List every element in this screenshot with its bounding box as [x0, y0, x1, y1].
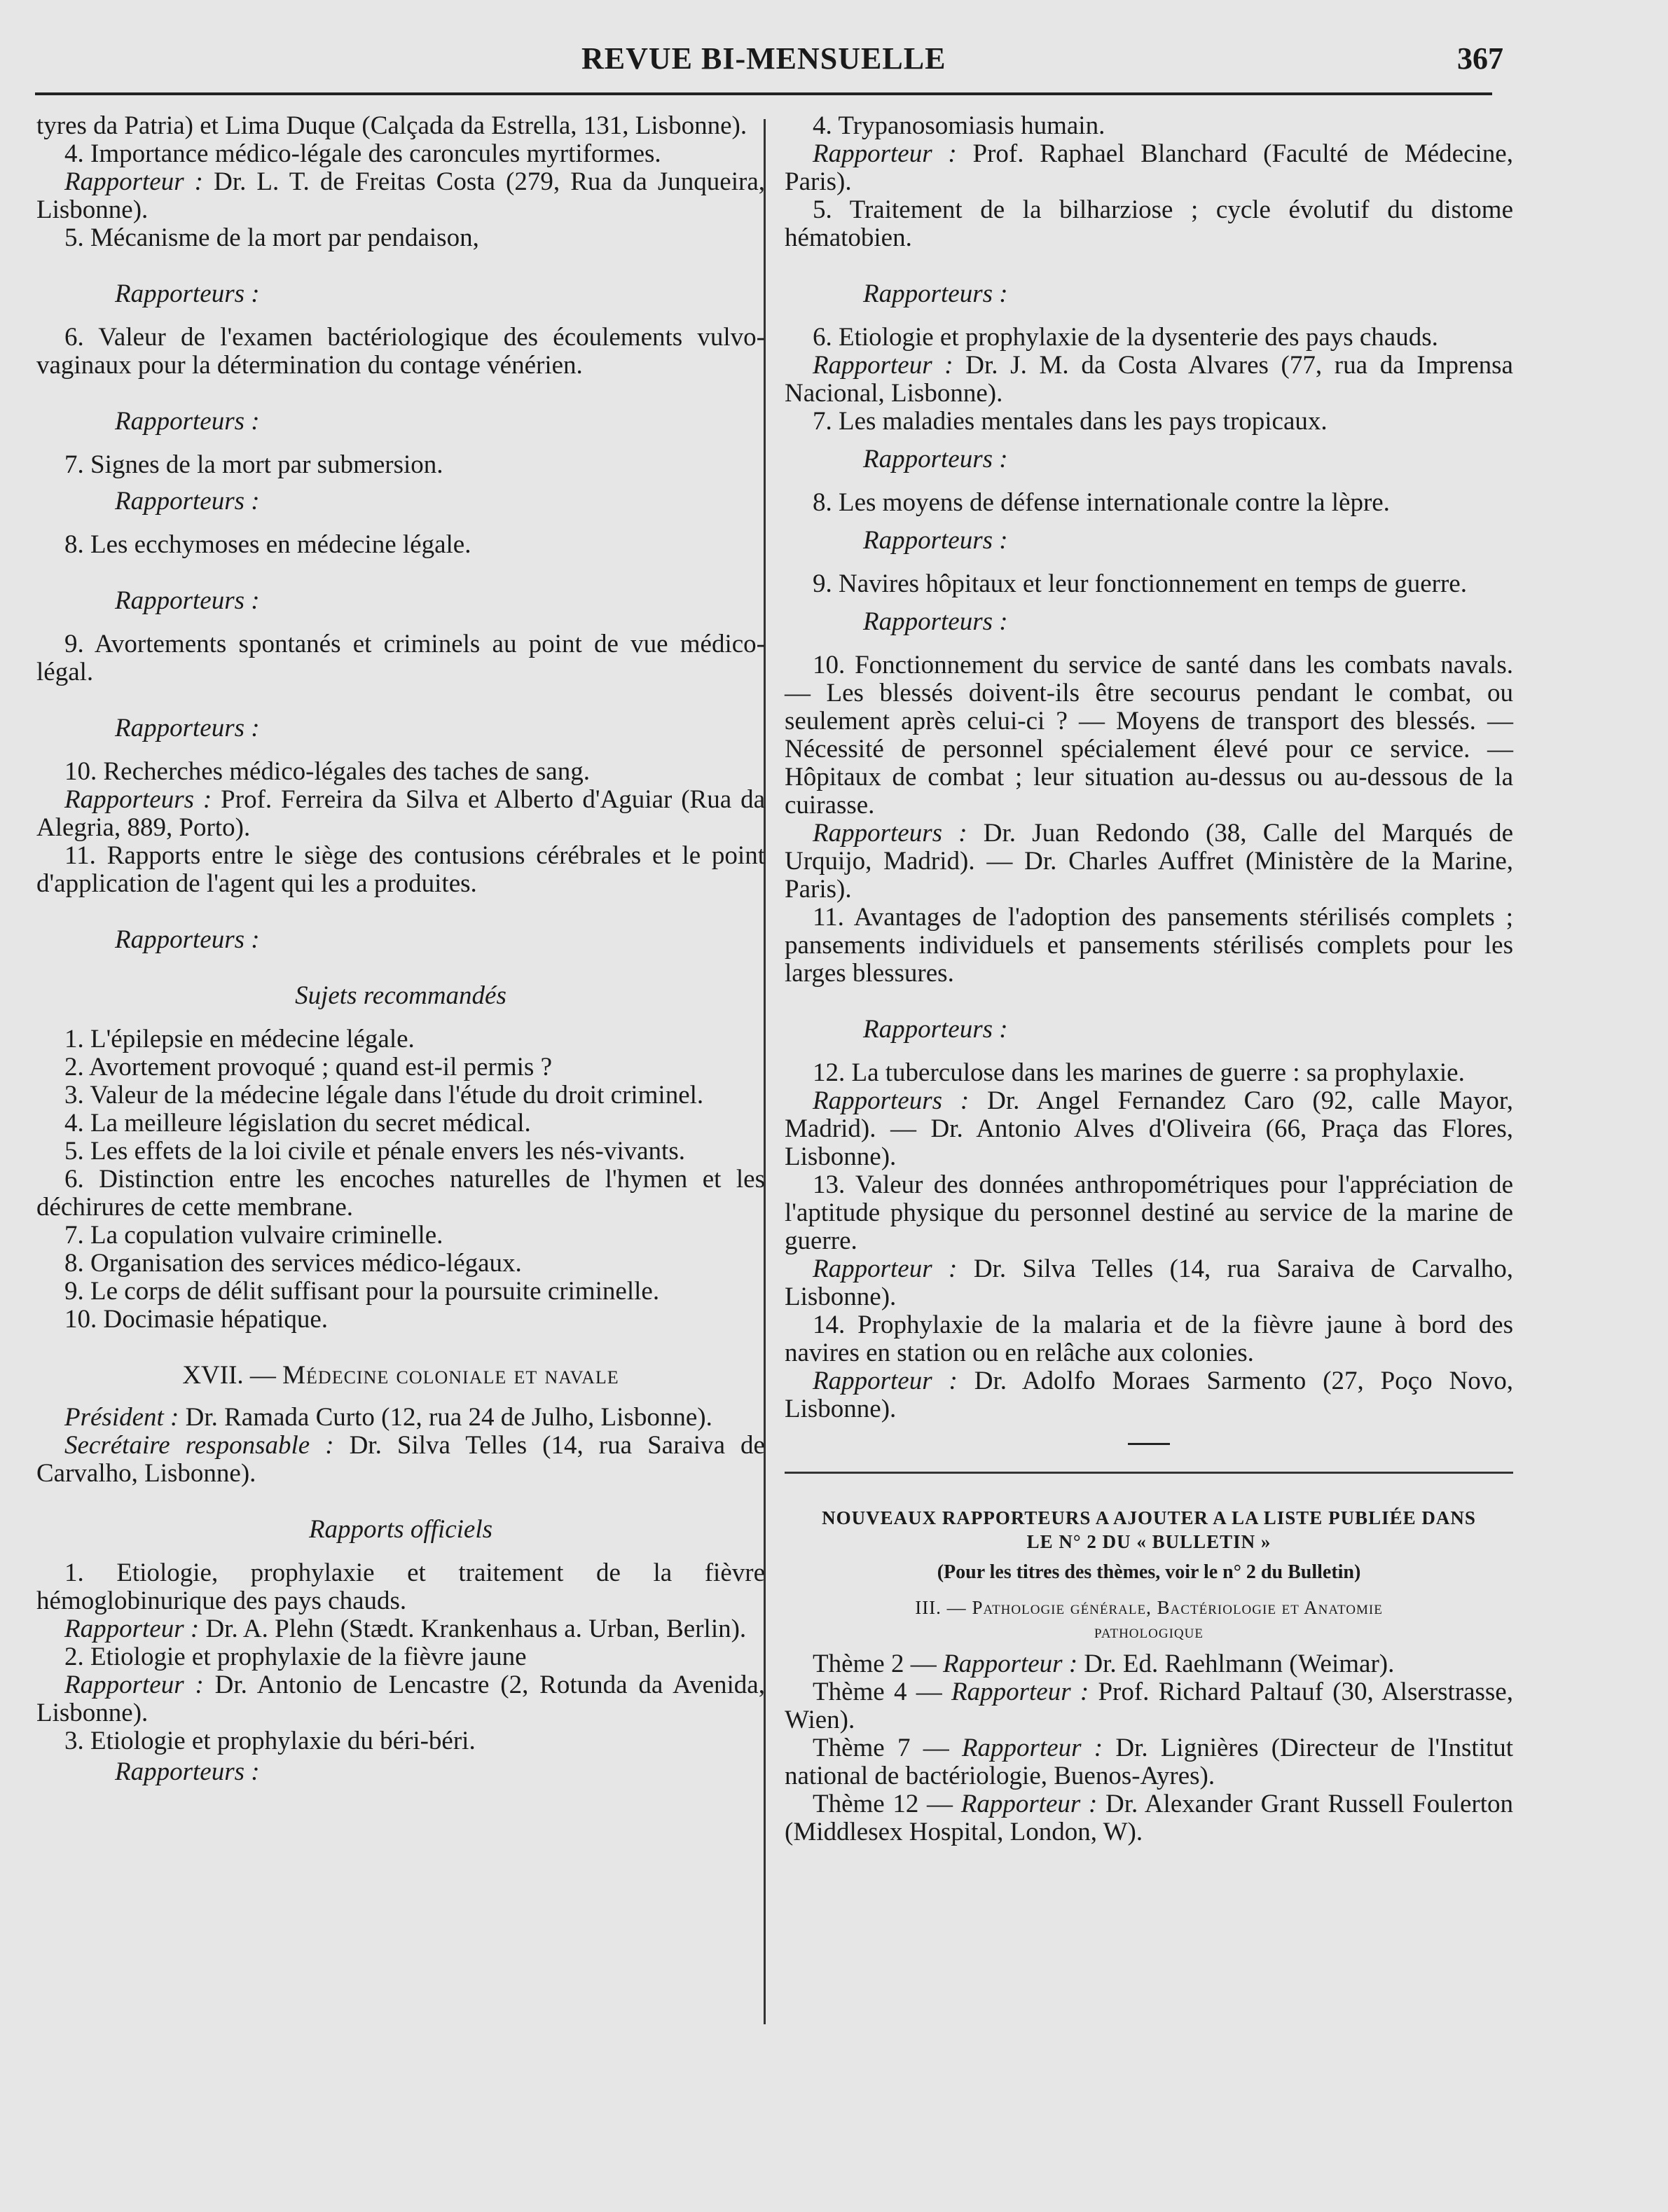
section-name-cont: pathologique: [1094, 1621, 1204, 1642]
rapporteur-line: [36, 1615, 765, 1643]
notice-note: (Pour les titres des thèmes, voir le n° 2 du Bulletin): [937, 1561, 1361, 1583]
text: Prof. Richard Paltauf (30, Alserstrasse, Wien).: [785, 1678, 1513, 1734]
list-item: 8. Organisation des services médico-légaux.: [64, 1249, 522, 1278]
item-7: 7. Les maladies mentales dans les pays tropicaux.: [813, 407, 1328, 436]
notice-heading: [785, 1506, 1513, 1584]
rapporteurs-label: Rapporteurs :: [115, 279, 260, 308]
text: Dr. Antonio de Lencastre (2, Rotunda da Avenida, Lisbonne).: [36, 1671, 765, 1727]
label: Rapporteurs :: [64, 785, 212, 814]
rapporteur-line: [785, 1087, 1513, 1171]
item-4: 4. Importance médico-légale des caroncules myrtiformes.: [64, 139, 661, 168]
list-item: 2. Avortement provoqué ; quand est-il permis ?: [64, 1053, 552, 1081]
rapporteurs-label: Rapporteurs :: [115, 714, 260, 742]
report-item: 3. Etiologie et prophylaxie du béri-béri.: [64, 1727, 476, 1755]
rapporteur-line: [785, 820, 1513, 904]
label: Rapporteur :: [64, 167, 204, 196]
text: Prof. Raphael Blanchard (Faculté de Médecine, Paris).: [785, 139, 1513, 196]
theme-line: [785, 1650, 1513, 1678]
rapporteur-line: [36, 786, 765, 842]
text: Prof. Ferreira da Silva et Alberto d'Aguiar (Rua da Alegria, 889, Porto).: [36, 785, 765, 842]
rapporteurs-label: Rapporteurs :: [863, 526, 1008, 555]
section-heading: [36, 1362, 765, 1390]
label: Rapporteurs :: [813, 819, 967, 848]
text: Dr. Silva Telles (14, rua Saraiva de Carvalho, Lisbonne).: [36, 1431, 765, 1488]
president-line: [36, 1404, 765, 1432]
item-11: 11. Rapports entre le siège des contusions cérébrales et le point d'application de l'agent qui les a produites.: [36, 841, 765, 898]
rapporteurs-label: Rapporteurs :: [115, 925, 260, 954]
label: Rapporteurs :: [813, 1086, 970, 1115]
label: Secrétaire responsable :: [64, 1431, 334, 1460]
rapporteurs-label: Rapporteurs :: [115, 407, 260, 436]
item-9: 9. Avortements spontanés et criminels au point de vue médico-légal.: [36, 630, 765, 686]
report-item: 1. Etiologie, prophylaxie et traitement de la fièvre hémoglobinurique des pays chauds.: [36, 1558, 765, 1615]
theme: Thème 7 —: [813, 1734, 962, 1762]
label: Rapporteur :: [64, 1615, 200, 1643]
list-item: 1. L'épilepsie en médecine légale.: [64, 1025, 415, 1053]
section-subtitle: Sujets recommandés: [295, 981, 506, 1010]
item-5: 5. Traitement de la bilharziose ; cycle évolutif du distome hématobien.: [785, 195, 1513, 252]
label: Rapporteur :: [813, 351, 953, 380]
text: Dr. L. T. de Freitas Costa (279, Rua da Junqueira, Lisbonne).: [36, 167, 765, 224]
text: Dr. Lignières (Directeur de l'Institut national de bactériologie, Buenos-Ayres).: [785, 1734, 1513, 1790]
list-item: 7. La copulation vulvaire criminelle.: [64, 1221, 443, 1250]
label: Rapporteur :: [942, 1650, 1078, 1678]
theme-line: [785, 1678, 1513, 1734]
label: Rapporteur :: [951, 1678, 1089, 1706]
text: Dr. Ramada Curto (12, rua 24 de Julho, Lisbonne).: [179, 1403, 712, 1432]
left-column: [36, 112, 765, 1802]
separator: [1128, 1443, 1170, 1445]
notice-line: LE N° 2 DU « BULLETIN »: [1026, 1531, 1271, 1552]
rapporteur-line: [36, 1671, 765, 1727]
item-6: 6. Valeur de l'examen bactériologique des écoulements vulvo-vaginaux pour la détermination du contage vénérien.: [36, 323, 765, 380]
rapporteur-line: [36, 168, 765, 224]
item-5: 5. Mécanisme de la mort par pendaison,: [64, 223, 479, 252]
section-number: III. —: [915, 1597, 972, 1618]
theme-line: [785, 1734, 1513, 1790]
text: Dr. Silva Telles (14, rua Saraiva de Carvalho, Lisbonne).: [785, 1254, 1513, 1311]
label: Président :: [64, 1403, 179, 1432]
journal-title: REVUE BI-MENSUELLE: [581, 41, 946, 76]
rapporteur-line: [785, 1255, 1513, 1311]
rapporteurs-label: Rapporteurs :: [115, 487, 260, 516]
rapporteurs-label: Rapporteurs :: [863, 445, 1008, 473]
paragraph: tyres da Patria) et Lima Duque (Calçada da Estrella, 131, Lisbonne).: [36, 111, 747, 140]
item-7: 7. Signes de la mort par submersion.: [64, 450, 443, 479]
notice-rule: [785, 1472, 1513, 1474]
page-number: 367: [1457, 41, 1503, 76]
list-item: 10. Docimasie hépatique.: [64, 1305, 329, 1334]
section-number: XVII. —: [182, 1361, 283, 1390]
label: Rapporteur :: [960, 1790, 1098, 1818]
section-heading: [785, 1596, 1513, 1643]
item-10: 10. Recherches médico-légales des taches de sang.: [64, 757, 590, 786]
rapporteurs-label: Rapporteurs :: [863, 1015, 1008, 1044]
item-11: 11. Avantages de l'adoption des pansements stérilisés complets ; pansements individuels et pansements stérilisés complets pour les larges blessures.: [785, 903, 1513, 988]
list-item: 4. La meilleure législation du secret médical.: [64, 1109, 531, 1138]
right-column: [785, 112, 1513, 1846]
text: Dr. J. M. da Costa Alvares (77, rua da Imprensa Nacional, Lisbonne).: [785, 351, 1513, 408]
text: Dr. Alexander Grant Russell Foulerton (Middlesex Hospital, London, W).: [785, 1790, 1513, 1846]
text: Dr. Ed. Raehlmann (Weimar).: [1077, 1650, 1395, 1678]
list-item: 6. Distinction entre les encoches naturelles de l'hymen et les déchirures de cette membrane.: [36, 1165, 765, 1222]
theme: Thème 2 —: [813, 1650, 943, 1678]
item-4: 4. Trypanosomiasis humain.: [813, 111, 1105, 140]
section-name: Pathologie générale, Bactériologie et Anatomie: [972, 1597, 1383, 1618]
text: Dr. Angel Fernandez Caro (92, calle Mayor, Madrid). — Dr. Antonio Alves d'Oliveira (66, Praça das Flores, Lisbonne).: [785, 1086, 1514, 1171]
running-header: [35, 36, 1503, 95]
item-6: 6. Etiologie et prophylaxie de la dysenterie des pays chauds.: [813, 323, 1438, 352]
item-14: 14. Prophylaxie de la malaria et de la fièvre jaune à bord des navires en station ou en relâche aux colonies.: [785, 1311, 1513, 1367]
theme: Thème 4 —: [813, 1678, 952, 1706]
list-item: 9. Le corps de délit suffisant pour la poursuite criminelle.: [64, 1277, 660, 1306]
section-name: Médecine coloniale et navale: [282, 1361, 619, 1390]
item-8: 8. Les ecchymoses en médecine légale.: [64, 530, 471, 559]
section-subtitle: Rapports officiels: [308, 1515, 493, 1544]
item-12: 12. La tuberculose dans les marines de guerre : sa prophylaxie.: [813, 1058, 1465, 1087]
item-13: 13. Valeur des données anthropométriques pour l'appréciation de l'aptitude physique du personnel destiné au service de la marine de guerre.: [785, 1170, 1513, 1255]
notice-line: NOUVEAUX RAPPORTEURS A AJOUTER A LA LISTE PUBLIÉE DANS: [822, 1507, 1476, 1528]
label: Rapporteur :: [813, 1254, 958, 1283]
report-item: 2. Etiologie et prophylaxie de la fièvre jaune: [64, 1643, 527, 1671]
theme: Thème 12 —: [813, 1790, 961, 1818]
rapporteurs-label: Rapporteurs :: [863, 607, 1008, 636]
secretary-line: [36, 1432, 765, 1488]
list-item: 3. Valeur de la médecine légale dans l'étude du droit criminel.: [64, 1081, 704, 1110]
item-8: 8. Les moyens de défense internationale contre la lèpre.: [813, 488, 1390, 517]
text: Dr. A. Plehn (Stædt. Krankenhaus a. Urban, Berlin).: [199, 1615, 747, 1643]
list-item: 5. Les effets de la loi civile et pénale envers les nés-vivants.: [64, 1137, 685, 1166]
rapporteurs-label: Rapporteurs :: [115, 586, 260, 615]
rapporteurs-label: Rapporteurs :: [863, 279, 1008, 308]
label: Rapporteur :: [813, 1367, 958, 1395]
item-10: 10. Fonctionnement du service de santé dans les combats navals. — Les blessés doivent-ils être secourus pendant le combat, ou seulement après celui-ci ? — Moyens de transport des blessés. — Nécessité de personnel spécialement élevé pour ce service. — Hôpitaux de combat ; leur situation au-dessus ou au-dessous de la cuirasse.: [785, 651, 1513, 820]
rapporteur-line: [785, 140, 1513, 196]
text: Dr. Juan Redondo (38, Calle del Marqués de Urquijo, Madrid). — Dr. Charles Auffret (Ministère de la Marine, Paris).: [785, 819, 1514, 904]
label: Rapporteur :: [961, 1734, 1103, 1762]
label: Rapporteur :: [64, 1671, 204, 1699]
theme-line: [785, 1790, 1513, 1846]
text: Dr. Adolfo Moraes Sarmento (27, Poço Novo, Lisbonne).: [785, 1367, 1513, 1423]
rapporteurs-label: Rapporteurs :: [115, 1757, 260, 1786]
rapporteur-line: [785, 1367, 1513, 1423]
label: Rapporteur :: [813, 139, 957, 168]
rapporteur-line: [785, 352, 1513, 408]
item-9: 9. Navires hôpitaux et leur fonctionnement en temps de guerre.: [813, 569, 1467, 598]
